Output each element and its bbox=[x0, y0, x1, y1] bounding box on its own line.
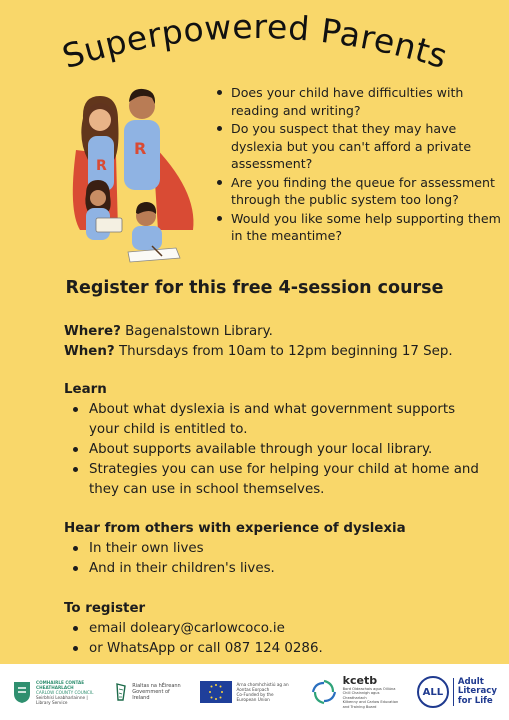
all-line2: Literacy bbox=[457, 686, 497, 697]
learn-item: Strategies you can use for helping your child at home and they can use in school themselves. bbox=[70, 460, 484, 500]
kcetb-line1: Bord Oideachais agus Oiliúna Chill Chainnigh agus Cheatharlach bbox=[342, 686, 396, 700]
government-line2: Government of Ireland bbox=[132, 689, 170, 701]
kcetb-swirl-icon bbox=[309, 677, 339, 707]
when-value: Thursdays from 10am to 12pm beginning 17 Sep. bbox=[118, 344, 453, 359]
question-list bbox=[214, 84, 504, 246]
when-line bbox=[64, 342, 484, 362]
kcetb-logo bbox=[309, 675, 401, 709]
where-value: Bagenalstown Library. bbox=[125, 324, 273, 339]
council-line3: CARLOW COUNTY COUNCIL bbox=[36, 689, 94, 695]
register-heading: Register for this free 4-session course bbox=[65, 278, 444, 298]
question-item: Would you like some help supporting them in the meantime? bbox=[214, 210, 504, 245]
hear-item: In their own lives bbox=[70, 539, 484, 559]
svg-text:R: R bbox=[96, 158, 107, 174]
superhero-family-illustration bbox=[58, 80, 208, 270]
council-line2: CHEATHARLACH bbox=[36, 684, 74, 690]
svg-text:R: R bbox=[134, 139, 147, 158]
email-contact[interactable]: email doleary@carlowcoco.ie bbox=[70, 619, 484, 639]
where-line bbox=[64, 322, 484, 342]
page-title: Superpowered Parents bbox=[57, 6, 453, 77]
kcetb-line2: Kilkenny and Carlow Education and Training Board bbox=[342, 700, 399, 709]
register-subheading: To register bbox=[64, 601, 146, 616]
learn-item: About supports available through your local library. bbox=[70, 440, 484, 460]
course-details bbox=[64, 322, 484, 362]
council-line4: Seirbhísí Leabharlainne | Library Service bbox=[36, 694, 88, 705]
carlow-council-logo bbox=[12, 680, 98, 705]
council-line1: COMHAIRLE CONTAE bbox=[36, 679, 85, 685]
learn-section bbox=[64, 380, 484, 500]
where-label: Where? bbox=[64, 324, 121, 339]
register-section bbox=[64, 599, 484, 659]
when-label: When? bbox=[64, 344, 115, 359]
government-line1: Rialtas na hÉireann bbox=[132, 683, 181, 689]
eu-line1: Arna chomhchistiú ag an Aontas Eorpach bbox=[236, 682, 289, 692]
learn-heading: Learn bbox=[64, 382, 107, 397]
eu-line2: Co-Funded by the European Union bbox=[236, 692, 274, 702]
question-item: Does your child have difficulties with reading and writing? bbox=[214, 84, 504, 119]
title-arc bbox=[0, 0, 509, 90]
hear-heading: Hear from others with experience of dyslexia bbox=[64, 521, 406, 536]
phone-contact[interactable]: or WhatsApp or call 087 124 0286. bbox=[70, 639, 484, 659]
learn-item: About what dyslexia is and what government supports your child is entitled to. bbox=[70, 400, 484, 440]
sponsor-logo-bar bbox=[0, 664, 509, 720]
title-banner bbox=[0, 0, 509, 90]
eu-flag-icon bbox=[200, 681, 232, 703]
harp-icon bbox=[114, 682, 128, 702]
all-line1: Adult bbox=[457, 676, 484, 687]
hear-section bbox=[64, 519, 484, 579]
kcetb-name: kcetb bbox=[342, 673, 378, 687]
question-item: Are you finding the queue for assessment through the public system too long? bbox=[214, 174, 504, 209]
all-badge: ALL bbox=[417, 676, 449, 708]
all-line3: for Life bbox=[457, 695, 493, 706]
question-item: Do you suspect that they may have dyslexia but you can't afford a private assessment? bbox=[214, 120, 504, 173]
council-crest-icon bbox=[12, 680, 32, 704]
adult-literacy-logo bbox=[417, 676, 497, 708]
government-logo bbox=[114, 682, 184, 702]
hear-item: And in their children's lives. bbox=[70, 559, 484, 579]
eu-logo bbox=[200, 681, 292, 703]
